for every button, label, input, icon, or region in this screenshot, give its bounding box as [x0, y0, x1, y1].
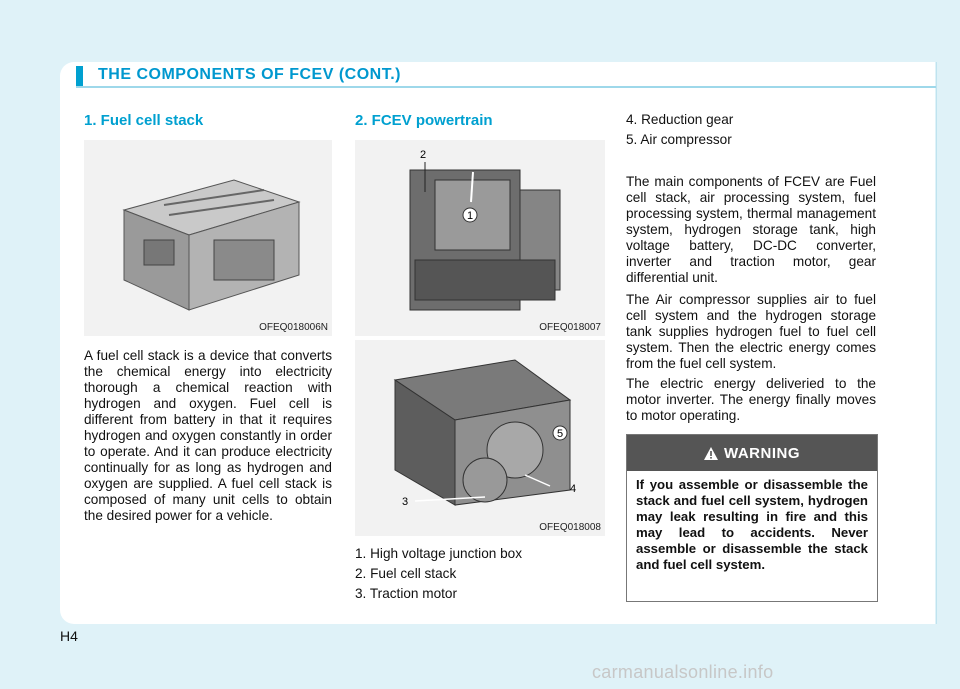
callout-4: 4 — [570, 483, 577, 495]
legend-item: 2. Fuel cell stack — [355, 566, 457, 581]
callout-3: 3 — [402, 496, 409, 508]
legend-item: 5. Air compressor — [626, 132, 732, 147]
page-title: THE COMPONENTS OF FCEV (CONT.) — [98, 66, 401, 83]
air-compressor-paragraph: The Air compressor supplies air to fuel cell system and the hydrogen storage tank supplies hydrogen fuel to fuel cell system. Then the electric energy comes from the fuel cell system. — [626, 292, 876, 371]
powertrain-legend-list — [355, 545, 605, 605]
main-components-paragraph: The main components of FCEV are Fuel cell stack, air processing system, fuel processing system, thermal management system, hydrogen storage tank, high voltage battery, DC-DC converter, inverter and traction motor, gear differential unit. — [626, 174, 876, 285]
header-accent-bar — [76, 66, 83, 86]
warning-box — [626, 434, 878, 602]
image-code-2: OFEQ018007 — [539, 322, 601, 333]
legend-item: 4. Reduction gear — [626, 112, 734, 127]
warning-text: If you assemble or disassemble the stack and fuel cell system, hydrogen may leak resulting in fire and this may lead to accidents. Never assemble or disassemble the stack and fuel cell system. — [636, 477, 868, 572]
fcev-powertrain-top-image — [355, 140, 605, 336]
page-number: H4 — [60, 628, 78, 644]
fcev-powertrain-bottom-image — [355, 340, 605, 536]
callout-2: 2 — [420, 149, 427, 161]
section-heading-fcev-powertrain: 2. FCEV powertrain — [355, 112, 493, 129]
image-code-3: OFEQ018008 — [539, 522, 601, 533]
powertrain-legend-list-cont — [626, 111, 876, 151]
section-heading-fuel-cell-stack: 1. Fuel cell stack — [84, 112, 204, 129]
electric-energy-paragraph: The electric energy deliveried to the motor inverter. The energy finally moves to motor operating. — [626, 376, 876, 423]
warning-triangle-icon — [704, 447, 718, 460]
warning-header — [627, 435, 877, 471]
section-header — [76, 64, 896, 88]
fuel-cell-stack-image — [84, 140, 332, 336]
callout-1: 1 — [467, 210, 474, 222]
legend-item: 3. Traction motor — [355, 586, 457, 601]
image-code-1: OFEQ018006N — [259, 322, 328, 333]
watermark: carmanualsonline.info — [592, 662, 774, 682]
right-border-line — [936, 62, 937, 624]
warning-title: WARNING — [724, 444, 800, 462]
legend-item: 1. High voltage junction box — [355, 546, 523, 561]
callout-5: 5 — [557, 428, 564, 440]
fuel-cell-stack-description: A fuel cell stack is a device that converts the chemical energy into electricity thorough a chemical reaction with hydrogen and oxygen. Fuel cell is different from battery in that it requires hydrogen and oxygen constantly in order to operate. And it can produce electricity continually for as long as hydrogen and oxygen are supplied. A fuel cell stack is composed of many unit cells to obtain the desired power for a vehicle. — [84, 348, 332, 523]
header-rule — [76, 86, 936, 88]
